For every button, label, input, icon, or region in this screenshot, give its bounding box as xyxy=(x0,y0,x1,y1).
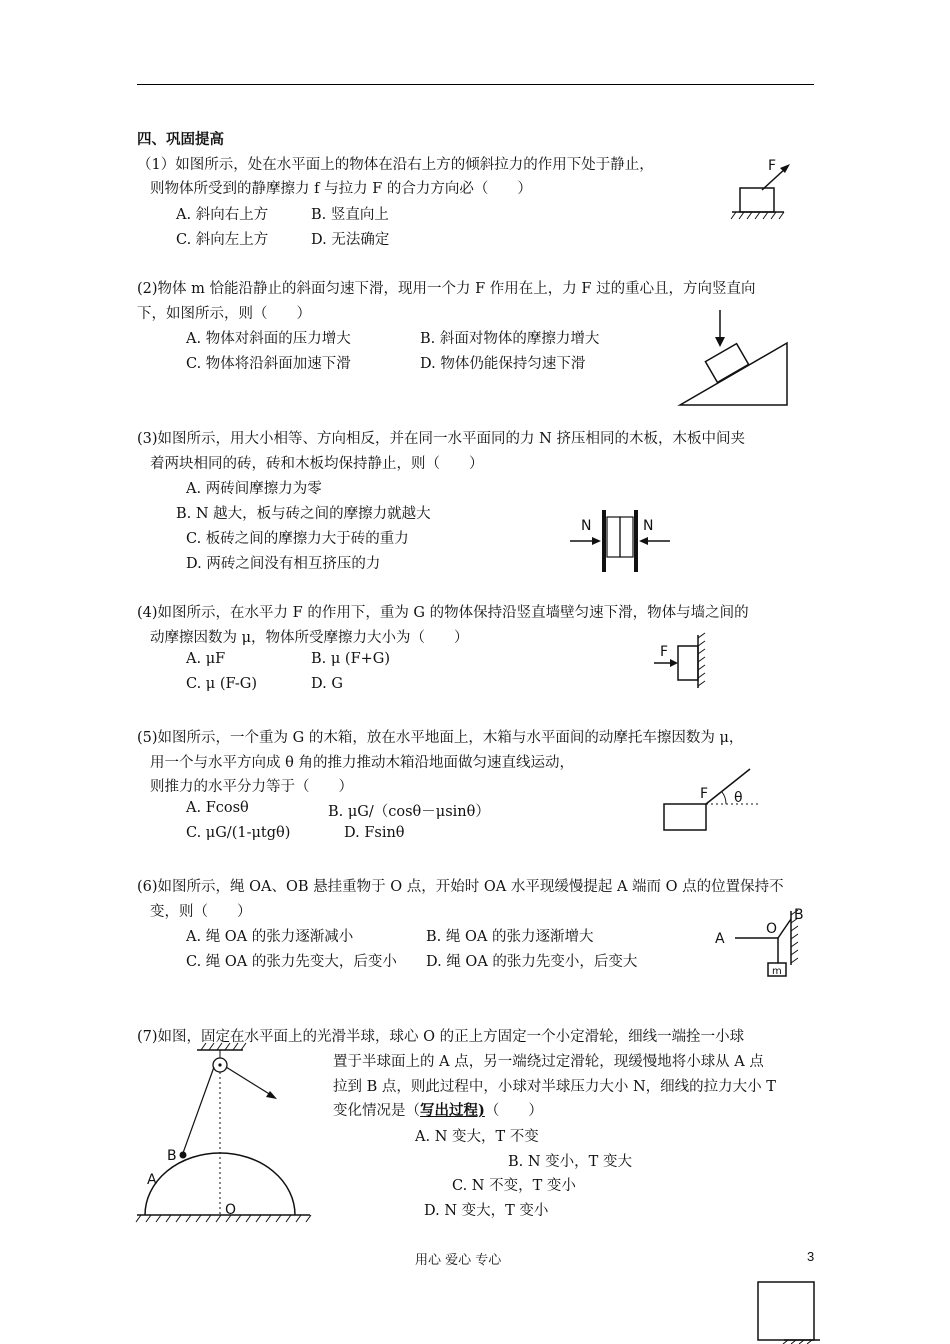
q7-option-a: A. N 变大，T 不变 xyxy=(415,1129,539,1145)
q7-option-d: D. N 变大，T 变小 xyxy=(424,1203,549,1219)
q4-fig-label-f: F xyxy=(660,644,669,660)
q2-option-a: A. 物体对斜面的压力增大 xyxy=(186,331,351,347)
q3-line1: (3)如图所示，用大小相等、方向相反，并在同一水平面同的力 N 挤压相同的木板，木板中间夹 xyxy=(137,431,745,447)
q5-line3: 则推力的水平分力等于（ ） xyxy=(150,779,353,795)
q6-option-d: D. 绳 OA 的张力先变小，后变大 xyxy=(426,954,638,970)
footer-text: 用心 爱心 专心 xyxy=(415,1253,502,1268)
q1-option-b: B. 竖直向上 xyxy=(311,207,389,223)
q5-line1: (5)如图所示，一个重为 G 的木箱，放在水平地面上，木箱与水平面间的动摩托车擦因数为 μ， xyxy=(137,730,744,746)
q4-option-d: D. G xyxy=(311,676,343,692)
q1-fig-label-f: F xyxy=(768,158,777,174)
q2-line2: 下，如图所示，则（ ） xyxy=(137,306,311,322)
q6-figure xyxy=(710,905,815,980)
q6-option-b: B. 绳 OA 的张力逐渐增大 xyxy=(426,929,594,945)
q3-fig-label-n-left: N xyxy=(581,518,592,534)
q6-fig-label-b: B xyxy=(794,907,804,923)
q7-fig-label-a: A xyxy=(147,1172,157,1188)
q7-line4 xyxy=(333,1099,543,1120)
q5-option-c: C. μG/(1-μtgθ) xyxy=(186,825,291,841)
q3-option-c: C. 板砖之间的摩擦力大于砖的重力 xyxy=(186,531,409,547)
q7-line4-post: （ ） xyxy=(484,1103,543,1119)
q3-figure xyxy=(565,505,675,575)
q5-fig-label-theta: θ xyxy=(734,790,743,806)
q4-option-c: C. μ (F-G) xyxy=(186,676,258,692)
q2-line1: (2)物体 m 恰能沿静止的斜面匀速下滑，现用一个力 F 作用在上，力 F 过的重心且，方向竖直向 xyxy=(137,281,756,297)
q5-option-a: A. Fcosθ xyxy=(186,800,249,816)
q1-figure xyxy=(720,152,820,227)
q6-line1: (6)如图所示，绳 OA、OB 悬挂重物于 O 点，开始时 OA 水平现缓慢提起 A 端而 O 点的位置保持不 xyxy=(137,879,784,895)
q6-fig-label-a: A xyxy=(715,931,725,947)
q2-option-b: B. 斜面对物体的摩擦力增大 xyxy=(420,331,600,347)
q7-fig-label-b: B xyxy=(167,1148,177,1164)
q6-fig-label-m: m xyxy=(772,966,782,977)
q4-option-a: A. μF xyxy=(186,651,226,667)
section-title: 四、巩固提高 xyxy=(137,131,224,148)
q1-line1: （1）如图所示，处在水平面上的物体在沿右上方的倾斜拉力的作用下处于静止， xyxy=(137,157,654,173)
q7-fig-label-o: O xyxy=(225,1202,237,1218)
q6-line2: 变，则（ ） xyxy=(150,904,252,920)
q5-option-b: B. μG/（cosθ－μsinθ） xyxy=(328,804,490,820)
q6-option-a: A. 绳 OA 的张力逐渐减小 xyxy=(186,929,354,945)
q1-option-c: C. 斜向左上方 xyxy=(176,232,269,248)
q3-option-b: B. N 越大，板与砖之间的摩擦力就越大 xyxy=(176,506,431,522)
q1-option-a: A. 斜向右上方 xyxy=(176,207,269,223)
q4-option-b: B. μ (F+G) xyxy=(311,651,391,667)
q3-option-d: D. 两砖之间没有相互挤压的力 xyxy=(186,556,381,572)
header-rule xyxy=(137,84,814,85)
q6-option-c: C. 绳 OA 的张力先变大，后变小 xyxy=(186,954,397,970)
q5-line2: 用一个与水平方向成 θ 角的推力推动木箱沿地面做匀速直线运动， xyxy=(150,755,574,771)
q7-line3: 拉到 B 点，则此过程中，小球对半球压力大小 N，细线的拉力大小 T xyxy=(333,1079,776,1095)
q5-figure xyxy=(660,755,765,835)
q2-figure xyxy=(675,305,795,410)
q4-figure xyxy=(650,630,715,690)
q7-figure xyxy=(135,1040,315,1225)
q1-option-d: D. 无法确定 xyxy=(311,232,390,248)
q7-line4-emphasis: 写出过程) xyxy=(420,1102,485,1119)
q4-line1: (4)如图所示，在水平力 F 的作用下，重为 G 的物体保持沿竖直墙壁匀速下滑，物体与墙之间的 xyxy=(137,605,749,621)
q6-fig-label-o: O xyxy=(766,921,778,937)
q7-line1: (7)如图，固定在水平面上的光滑半球，球心 O 的正上方固定一个小定滑轮，细线一端拴一小球 xyxy=(137,1029,745,1045)
q7-line4-pre: 变化情况是（ xyxy=(333,1103,420,1119)
q1-line2: 则物体所受到的静摩擦力 f 与拉力 F 的合力方向必（ ） xyxy=(150,181,532,197)
q3-option-a: A. 两砖间摩擦力为零 xyxy=(186,481,322,497)
bottom-figure-fragment xyxy=(750,1280,820,1344)
q5-fig-label-f: F xyxy=(700,786,709,802)
q3-line2: 着两块相同的砖，砖和木板均保持静止，则（ ） xyxy=(150,456,484,472)
q3-fig-label-n-right: N xyxy=(643,518,654,534)
q2-option-d: D. 物体仍能保持匀速下滑 xyxy=(420,356,586,372)
q7-line2: 置于半球面上的 A 点，另一端绕过定滑轮，现缓慢地将小球从 A 点 xyxy=(333,1054,764,1070)
q5-option-d: D. Fsinθ xyxy=(344,825,405,841)
page-number: 3 xyxy=(807,1249,815,1264)
q7-option-b: B. N 变小，T 变大 xyxy=(508,1154,632,1170)
q4-line2: 动摩擦因数为 μ，物体所受摩擦力大小为（ ） xyxy=(150,630,469,646)
q2-option-c: C. 物体将沿斜面加速下滑 xyxy=(186,356,351,372)
q7-option-c: C. N 不变，T 变小 xyxy=(452,1178,576,1194)
